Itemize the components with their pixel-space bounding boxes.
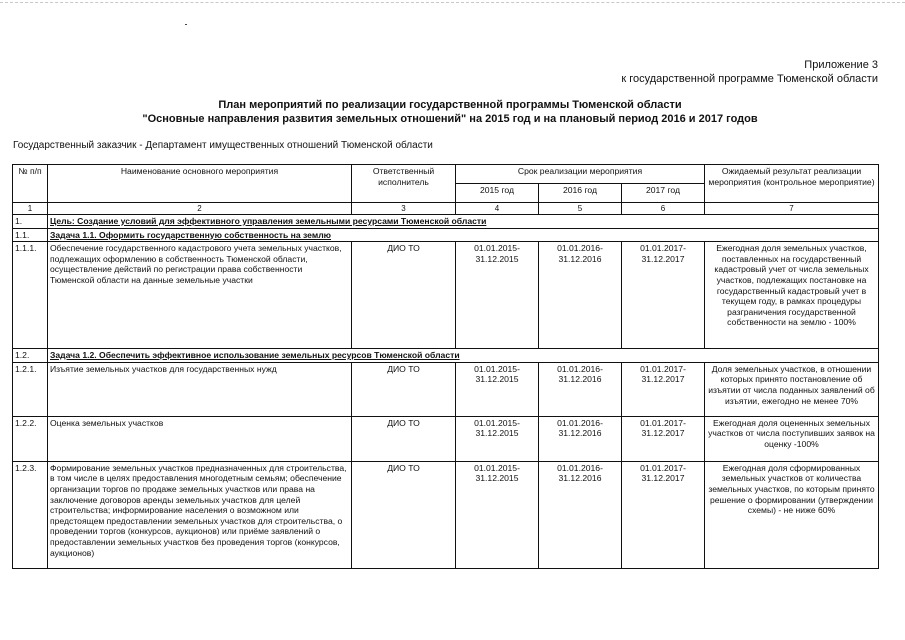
- table-row: [13, 461, 879, 568]
- plan-table: [12, 164, 879, 569]
- row-num: 1.1.1.: [13, 242, 48, 349]
- task-text: Задача 1.1. Оформить государственную собственность на землю: [48, 228, 879, 242]
- col-number: 5: [539, 203, 622, 215]
- row-name: Изъятие земельных участков для государственных нужд: [48, 362, 352, 416]
- row-2015: 01.01.2015-31.12.2015: [456, 416, 539, 461]
- header-name: Наименование основного мероприятия: [48, 165, 352, 203]
- row-result: Ежегодная доля оцененных земельных участков от числа поступивших заявок на оценку -100%: [705, 416, 879, 461]
- row-name: Оценка земельных участков: [48, 416, 352, 461]
- task-row: [13, 228, 879, 242]
- table-row: [13, 242, 879, 349]
- row-executor: ДИО ТО: [352, 362, 456, 416]
- appendix-line-1: Приложение 3: [804, 59, 878, 71]
- table-row: [13, 362, 879, 416]
- row-2016: 01.01.2016-31.12.2016: [539, 416, 622, 461]
- row-executor: ДИО ТО: [352, 416, 456, 461]
- row-2016: 01.01.2016-31.12.2016: [539, 461, 622, 568]
- row-2016: 01.01.2016-31.12.2016: [539, 242, 622, 349]
- title-line-1: План мероприятий по реализации государственной программы Тюменской области: [218, 99, 682, 111]
- col-number: 2: [48, 203, 352, 215]
- row-2017: 01.01.2017-31.12.2017: [622, 362, 705, 416]
- header-2017: 2017 год: [622, 184, 705, 203]
- state-customer: Государственный заказчик - Департамент имущественных отношений Тюменской области: [13, 140, 433, 151]
- row-2017: 01.01.2017-31.12.2017: [622, 242, 705, 349]
- task-num: 1.1.: [13, 228, 48, 242]
- col-number: 1: [13, 203, 48, 215]
- scan-border-line: [0, 2, 905, 3]
- task-row: [13, 349, 879, 363]
- row-2017: 01.01.2017-31.12.2017: [622, 416, 705, 461]
- appendix-note: [621, 58, 878, 86]
- header-2016: 2016 год: [539, 184, 622, 203]
- row-executor: ДИО ТО: [352, 242, 456, 349]
- row-result: Доля земельных участков, в отношении которых принято постановление об изъятии от числа поданных заявлений об изъятии, ежегодно не менее 70%: [705, 362, 879, 416]
- row-executor: ДИО ТО: [352, 461, 456, 568]
- goal-num: 1.: [13, 215, 48, 229]
- task-text: Задача 1.2. Обеспечить эффективное использование земельных ресурсов Тюменской области: [48, 349, 879, 363]
- row-name: Формирование земельных участков предназначенных для строительства, в том числе в целях предоставления многодетным семьям; обеспечение организации торгов по продаже земельных участков или права на заключение договоров аренды земельных участков для целей строительства; информирование населения о возможном или предстоящем предоставлении земельных участков для строительства, о проведении торгов (конкурсов, аукционов) или приёме заявлений о предоставлении земельных участков без проведения торгов (конкурсов, аукционов): [48, 461, 352, 568]
- header-result: Ожидаемый результат реализации мероприятия (контрольное мероприятие): [705, 165, 879, 203]
- row-num: 1.2.1.: [13, 362, 48, 416]
- row-2017: 01.01.2017-31.12.2017: [622, 461, 705, 568]
- goal-row: [13, 215, 879, 229]
- task-num: 1.2.: [13, 349, 48, 363]
- header-executor: Ответственный исполнитель: [352, 165, 456, 203]
- title-line-2: "Основные направления развития земельных отношений" на 2015 год и на плановый период 2016 и 2017 годов: [142, 113, 758, 125]
- document-title: [100, 98, 800, 126]
- row-2015: 01.01.2015-31.12.2015: [456, 242, 539, 349]
- col-number: 4: [456, 203, 539, 215]
- col-number: 6: [622, 203, 705, 215]
- row-2015: 01.01.2015-31.12.2015: [456, 362, 539, 416]
- row-2015: 01.01.2015-31.12.2015: [456, 461, 539, 568]
- appendix-line-2: к государственной программе Тюменской области: [621, 73, 878, 85]
- col-number: 7: [705, 203, 879, 215]
- row-result: Ежегодная доля сформированных земельных участков от количества земельных участков, по которым принято решение о формировании (утверждении схемы) - не ниже 60%: [705, 461, 879, 568]
- row-result: Ежегодная доля земельных участков, поставленных на государственный кадастровый учет от числа земельных участков, подлежащих постановке на государственный кадастровый учет в текущем году, в рамках процедуры разграничения государственной собственности на землю - 100%: [705, 242, 879, 349]
- header-num: № п/п: [13, 165, 48, 203]
- table-row: [13, 416, 879, 461]
- goal-text: Цель: Создание условий для эффективного управления земельными ресурсами Тюменской области: [48, 215, 879, 229]
- row-name: Обеспечение государственного кадастрового учета земельных участков, подлежащих оформлению в собственность Тюменской области, осуществление действий по регистрации права собственности Тюменской области на данные земельные участки: [48, 242, 352, 349]
- header-2015: 2015 год: [456, 184, 539, 203]
- row-num: 1.2.3.: [13, 461, 48, 568]
- col-number: 3: [352, 203, 456, 215]
- table-header-row: [13, 165, 879, 184]
- row-num: 1.2.2.: [13, 416, 48, 461]
- scan-dot: [185, 24, 187, 25]
- row-2016: 01.01.2016-31.12.2016: [539, 362, 622, 416]
- header-period: Срок реализации мероприятия: [456, 165, 705, 184]
- column-number-row: [13, 203, 879, 215]
